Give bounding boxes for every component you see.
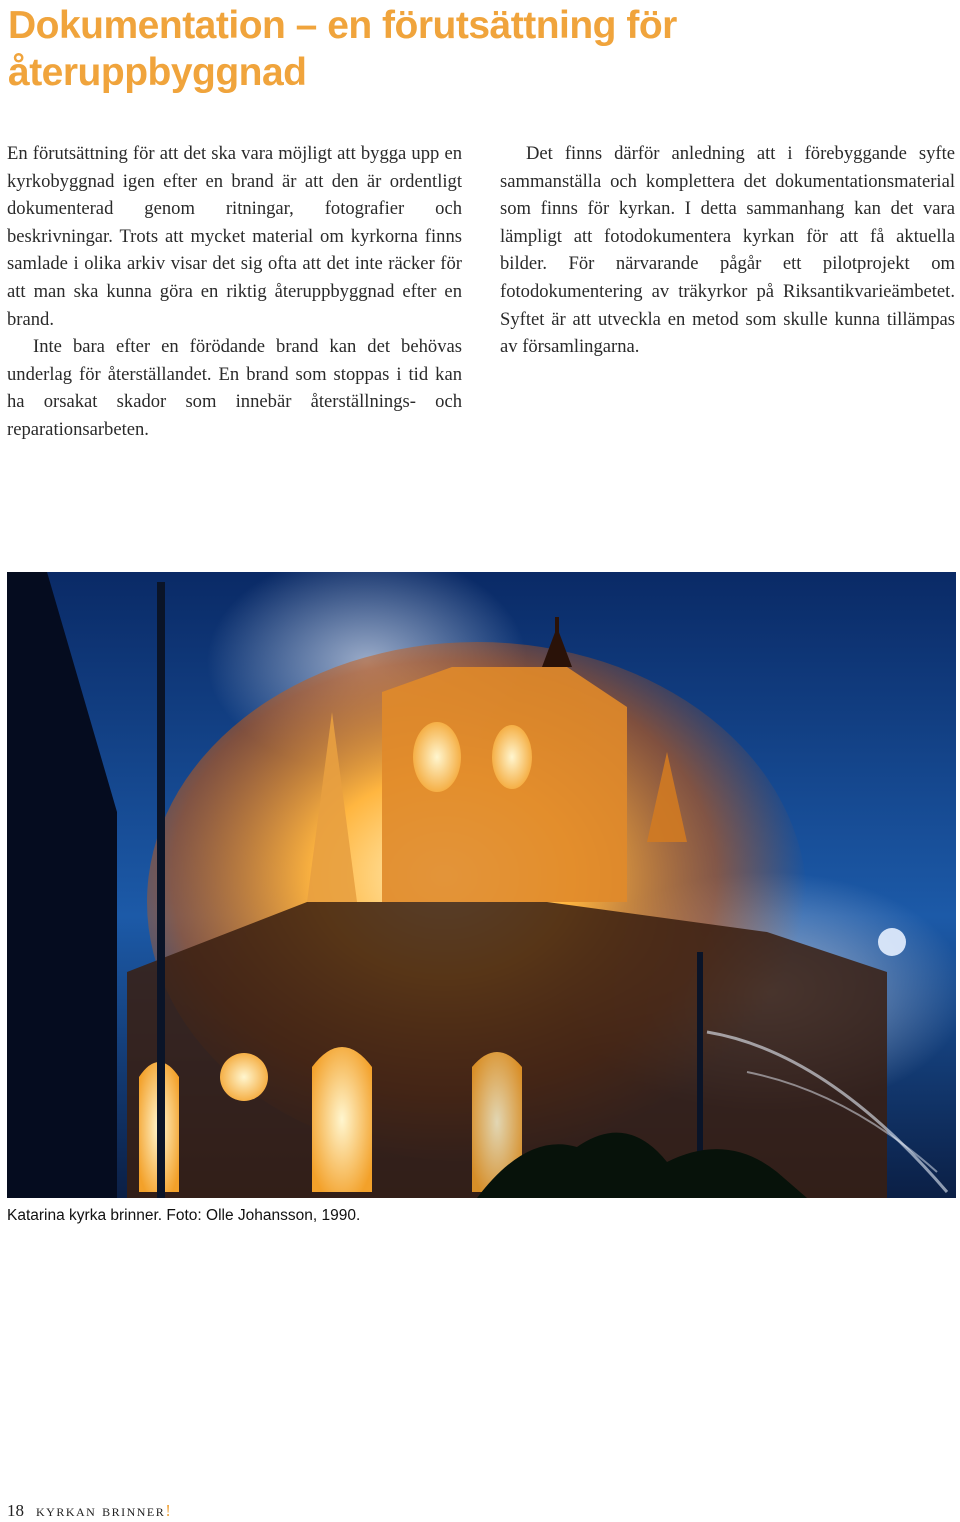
right-text-column [500, 140, 955, 361]
running-title: kyrkan brinner [36, 1501, 166, 1520]
lamp-post [157, 582, 165, 1198]
street-light [878, 928, 906, 956]
tower-window [492, 725, 532, 789]
left-text-column [7, 140, 462, 444]
church-fire-illustration [7, 572, 956, 1198]
right-paragraph-1: Det finns därför anledning att i förebyggande syfte sammanställa och komplettera det dokumentationsmaterial som finns för kyrkan. I detta sammanhang kan det vara lämpligt att fotodokumentera kyrkan för att få aktuella bilder. För närvarande pågår ett pilotprojekt om fotodokumentering av träkyrkor på Riksantikvarieämbetet. Syftet är att utveckla en metod som skulle kunna tillämpas av församlingarna. [500, 143, 955, 358]
spire-cross [555, 617, 559, 632]
page-number: 18 [7, 1501, 24, 1520]
running-title-exclamation: ! [165, 1501, 171, 1520]
church-fire-photo [7, 572, 956, 1198]
page-title: Dokumentation – en förutsättning för återuppbyggnad [8, 4, 677, 94]
rose-window [220, 1053, 268, 1101]
church-window [312, 1047, 372, 1192]
page-footer [7, 1501, 171, 1521]
tower-window [413, 722, 461, 792]
left-paragraph-2: Inte bara efter en förödande brand kan det behövas underlag för återställandet. En brand som stoppas i tid kan ha orsakat skador som innebär återställnings- och reparationsarbeten. [7, 336, 462, 440]
photo-caption: Katarina kyrka brinner. Foto: Olle Johansson, 1990. [7, 1207, 361, 1224]
left-paragraph-1: En förutsättning för att det ska vara möjligt att bygga upp en kyrkobyggnad igen efter en brand är att den är ordentligt dokumenterad genom ritningar, fotografier och beskrivningar. Trots att mycket material om kyrkorna finns samlade i olika arkiv visar det sig ofta att det inte räcker för att man ska kunna göra en riktig återuppbyggnad efter en brand. [7, 143, 462, 330]
